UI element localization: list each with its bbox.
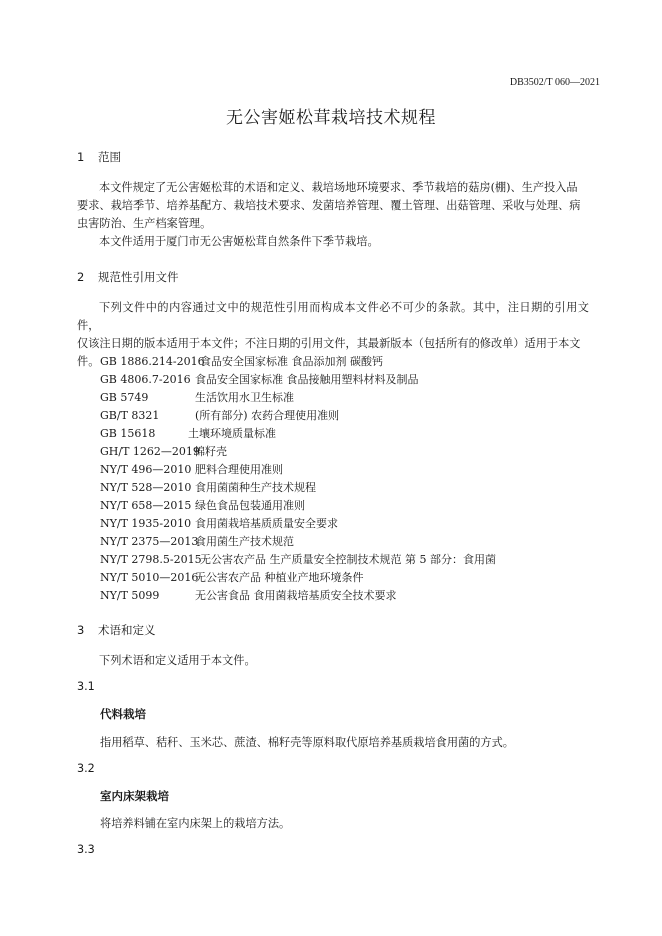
reference-name: 肥料合理使用准则 bbox=[195, 463, 283, 476]
term-number: 3.1 bbox=[77, 680, 95, 693]
reference-code: NY/T 1935-2010 bbox=[100, 517, 192, 530]
term-number: 3.2 bbox=[77, 762, 95, 775]
term-name: 室内床架栽培 bbox=[100, 789, 169, 803]
text-line: 件。 bbox=[77, 355, 100, 368]
reference-name: 食用菌菌种生产技术规程 bbox=[195, 481, 316, 494]
reference-name: 绿色食品包装通用准则 bbox=[195, 499, 305, 512]
reference-item bbox=[100, 479, 316, 495]
term-number: 3.3 bbox=[77, 843, 95, 856]
reference-item bbox=[100, 533, 294, 549]
reference-item bbox=[100, 443, 227, 459]
reference-name: 食用菌栽培基质质量安全要求 bbox=[195, 517, 338, 530]
reference-code: GB 5749 bbox=[100, 391, 149, 404]
reference-item bbox=[100, 569, 364, 585]
reference-code: GB 1886.214-2016 bbox=[100, 355, 205, 368]
reference-item bbox=[100, 407, 339, 423]
reference-code: NY/T 5010—2016 bbox=[100, 571, 199, 584]
reference-name: 土壤环境质量标准 bbox=[188, 427, 276, 440]
section-title: 术语和定义 bbox=[98, 623, 156, 637]
reference-code: NY/T 528—2010 bbox=[100, 481, 192, 494]
reference-item bbox=[100, 371, 419, 387]
scope-paragraph-1 bbox=[77, 179, 589, 233]
document-title: 无公害姬松茸栽培技术规程 bbox=[226, 108, 436, 128]
term-name: 代料栽培 bbox=[100, 707, 146, 721]
reference-item bbox=[100, 425, 276, 441]
reference-item bbox=[100, 497, 305, 513]
reference-item bbox=[100, 587, 397, 603]
section-number: 1 bbox=[77, 150, 85, 164]
section-heading-scope bbox=[77, 149, 121, 165]
section-heading-refs bbox=[77, 269, 179, 285]
reference-name: 食品安全国家标准 食品添加剂 碳酸钙 bbox=[200, 355, 383, 368]
reference-code: NY/T 496—2010 bbox=[100, 463, 192, 476]
text-line: 仅该注日期的版本适用于本文件；不注日期的引用文件，其最新版本（包括所有的修改单）适用于本文 bbox=[77, 337, 581, 350]
reference-code: NY/T 2798.5-2015 bbox=[100, 553, 202, 566]
reference-code: NY/T 2375—2013 bbox=[100, 535, 199, 548]
text-line: 下列文件中的内容通过文中的规范性引用而构成本文件必不可少的条款。其中，注日期的引用文件， bbox=[77, 301, 589, 332]
reference-name: 无公害食品 食用菌栽培基质安全技术要求 bbox=[195, 589, 397, 602]
section-title: 范围 bbox=[98, 150, 121, 164]
reference-name: (所有部分) 农药合理使用准则 bbox=[195, 409, 340, 422]
reference-code: NY/T 5099 bbox=[100, 589, 160, 602]
reference-name: 无公害农产品 生产质量安全控制技术规范 第 5 部分：食用菌 bbox=[200, 553, 496, 566]
reference-item bbox=[100, 353, 383, 369]
reference-code: GH/T 1262—2019 bbox=[100, 445, 200, 458]
text-line: 要求、栽培季节、培养基配方、栽培技术要求、发菌培养管理、覆土管理、出菇管理、采收与处理、病 bbox=[77, 199, 581, 212]
scope-paragraph-2: 本文件适用于厦门市无公害姬松茸自然条件下季节栽培。 bbox=[99, 235, 379, 248]
reference-name: 棉籽壳 bbox=[194, 445, 227, 458]
section-title: 规范性引用文件 bbox=[98, 270, 179, 284]
section-number: 3 bbox=[77, 623, 85, 637]
section-heading-terms bbox=[77, 622, 156, 638]
standard-code: DB3502/T 060—2021 bbox=[509, 77, 600, 88]
reference-name: 食品安全国家标准 食品接触用塑料材料及制品 bbox=[195, 373, 419, 386]
reference-code: GB 4806.7-2016 bbox=[100, 373, 191, 386]
reference-item bbox=[100, 551, 496, 567]
term-definition: 指用稻草、秸秆、玉米芯、蔗渣、棉籽壳等原料取代原培养基质栽培食用菌的方式。 bbox=[100, 736, 514, 749]
reference-code: GB/T 8321 bbox=[100, 409, 160, 422]
terms-intro: 下列术语和定义适用于本文件。 bbox=[99, 654, 256, 667]
section-number: 2 bbox=[77, 270, 85, 284]
reference-item bbox=[100, 461, 283, 477]
term-definition: 将培养料铺在室内床架上的栽培方法。 bbox=[100, 817, 291, 830]
text-line: 虫害防治、生产档案管理。 bbox=[77, 217, 212, 230]
reference-item bbox=[100, 389, 294, 405]
reference-item bbox=[100, 515, 338, 531]
text-line: 本文件规定了无公害姬松茸的术语和定义、栽培场地环境要求、季节栽培的菇房(棚)、生产投入品 bbox=[99, 181, 578, 194]
reference-code: GB 15618 bbox=[100, 427, 156, 440]
reference-code: NY/T 658—2015 bbox=[100, 499, 192, 512]
reference-name: 食用菌生产技术规范 bbox=[195, 535, 294, 548]
reference-name: 无公害农产品 种植业产地环境条件 bbox=[195, 571, 364, 584]
reference-name: 生活饮用水卫生标准 bbox=[195, 391, 294, 404]
